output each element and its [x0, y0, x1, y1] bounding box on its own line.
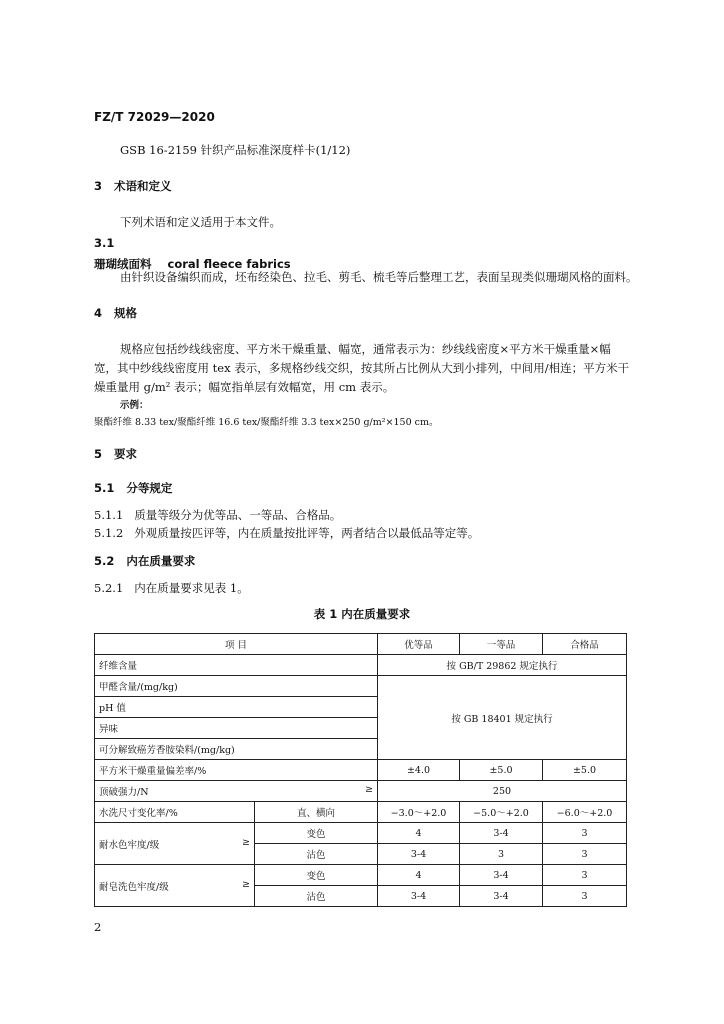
cell-grade-2: 3 [460, 844, 543, 865]
clause-number: 5.2.1 [94, 581, 124, 595]
table-row [95, 760, 627, 781]
clause-title: 分等规定 [126, 481, 173, 495]
cell-grade-2: 3-4 [460, 886, 543, 907]
table-header-row [95, 634, 627, 655]
table-row [95, 823, 627, 844]
section-4-heading [94, 303, 137, 324]
header-grade-2: 一等品 [460, 634, 543, 655]
section-number: 3 [94, 179, 103, 193]
row-value: 按 GB 18401 规定执行 [378, 676, 627, 760]
clause-3-1-number: 3.1 [94, 236, 115, 250]
row-label: 可分解致癌芳香胺染料/(mg/kg) [95, 739, 378, 760]
row-label: 水洗尺寸变化率/% [95, 802, 255, 823]
row-label-text: 顶破强力/N [99, 787, 149, 798]
table-row [95, 676, 627, 697]
cell-grade-3: ±5.0 [543, 760, 627, 781]
table-caption: 表 1 内在质量要求 [313, 607, 411, 621]
cell-grade-2: ±5.0 [460, 760, 543, 781]
spec-line-3: 燥重量用 g/m² 表示；幅宽指单层有效幅宽，用 cm 表示。 [94, 380, 395, 394]
row-label [95, 823, 255, 865]
cell-grade-1: 4 [378, 823, 460, 844]
row-label: 异味 [95, 718, 378, 739]
cell-grade-3: 3 [543, 823, 627, 844]
clause-5-2-1 [94, 578, 249, 599]
cell-grade-1: −3.0～+2.0 [378, 802, 460, 823]
row-label-text: 耐皂洗色牢度/级 [99, 881, 169, 893]
example-label: 示例： [120, 400, 149, 411]
cell-grade-2: 3-4 [460, 865, 543, 886]
clause-text: 内在质量要求见表 1。 [134, 581, 249, 595]
cell-grade-3: 3 [543, 886, 627, 907]
section-title: 要求 [114, 447, 138, 461]
clause-text: 质量等级分为优等品、一等品、合格品。 [134, 508, 342, 522]
cell-grade-1: 4 [378, 865, 460, 886]
clause-number: 5.1 [94, 481, 115, 495]
section-3-heading [94, 176, 172, 197]
section-title: 规格 [114, 306, 138, 320]
clause-number: 5.2 [94, 554, 115, 568]
clause-5-1-heading [94, 478, 172, 499]
row-label: 平方米干燥重量偏差率/% [95, 760, 378, 781]
section-3-intro: 下列术语和定义适用于本文件。 [120, 215, 281, 229]
term-definition: 由针织设备编织而成，坯布经染色、拉毛、剪毛、梳毛等后整理工艺，表面呈现类似珊瑚风格的面料。 [120, 270, 638, 284]
header-item: 项 目 [95, 634, 378, 655]
table-row [95, 781, 627, 802]
section-number: 5 [94, 447, 103, 461]
cell-grade-3: 3 [543, 844, 627, 865]
row-value: 250 [378, 781, 627, 802]
row-sublabel: 直、横向 [255, 802, 378, 823]
header-grade-3: 合格品 [543, 634, 627, 655]
row-label: 甲醛含量/(mg/kg) [95, 676, 378, 697]
clause-text: 外观质量按匹评等，内在质量按批评等，两者结合以最低品等定等。 [134, 526, 480, 540]
section-title: 术语和定义 [114, 179, 172, 193]
row-label-text: 耐水色牢度/级 [99, 839, 160, 851]
row-sublabel: 沾色 [255, 844, 378, 865]
table-row [95, 865, 627, 886]
cell-grade-2: 3-4 [460, 823, 543, 844]
cell-grade-1: ±4.0 [378, 760, 460, 781]
section-number: 4 [94, 306, 103, 320]
row-label [95, 865, 255, 907]
quality-requirements-table [94, 633, 627, 907]
cell-grade-1: 3-4 [378, 886, 460, 907]
term-chinese: 珊瑚绒面料 [94, 257, 152, 271]
row-value: 按 GB/T 29862 规定执行 [378, 655, 627, 676]
term-english: coral fleece fabrics [167, 257, 291, 271]
row-sublabel: 变色 [255, 865, 378, 886]
gte-symbol: ≥ [242, 878, 250, 890]
row-sublabel: 变色 [255, 823, 378, 844]
standard-number: FZ/T 72029—2020 [94, 110, 215, 124]
cell-grade-3: 3 [543, 865, 627, 886]
clause-number: 5.1.1 [94, 508, 124, 522]
page-number: 2 [94, 920, 102, 934]
clause-5-1-2 [94, 523, 479, 544]
row-label [95, 781, 378, 802]
spec-line-2: 宽，其中纱线线密度用 tex 表示，多规格纱线交织，按其所占比例从大到小排列，中间用/相连；平方米干 [94, 361, 630, 375]
spec-line-1: 规格应包括纱线线密度、平方米干燥重量、幅宽，通常表示为：纱线线密度×平方米干燥重量×幅 [120, 342, 611, 356]
row-label: pH 值 [95, 697, 378, 718]
reference-line: GSB 16-2159 针织产品标准深度样卡(1/12) [120, 143, 351, 157]
table-row [95, 802, 627, 823]
cell-grade-3: −6.0～+2.0 [543, 802, 627, 823]
gte-symbol: ≥ [365, 784, 373, 795]
table-row [95, 655, 627, 676]
row-sublabel: 沾色 [255, 886, 378, 907]
header-grade-1: 优等品 [378, 634, 460, 655]
section-5-heading [94, 444, 137, 465]
clause-title: 内在质量要求 [126, 554, 196, 568]
clause-5-2-heading [94, 551, 195, 572]
example-text: 聚酯纤维 8.33 tex/聚酯纤维 16.6 tex/聚酯纤维 3.3 tex×250 g/m²×150 cm。 [94, 417, 439, 428]
row-label: 纤维含量 [95, 655, 378, 676]
cell-grade-2: −5.0～+2.0 [460, 802, 543, 823]
cell-grade-1: 3-4 [378, 844, 460, 865]
gte-symbol: ≥ [242, 836, 250, 848]
clause-number: 5.1.2 [94, 526, 124, 540]
